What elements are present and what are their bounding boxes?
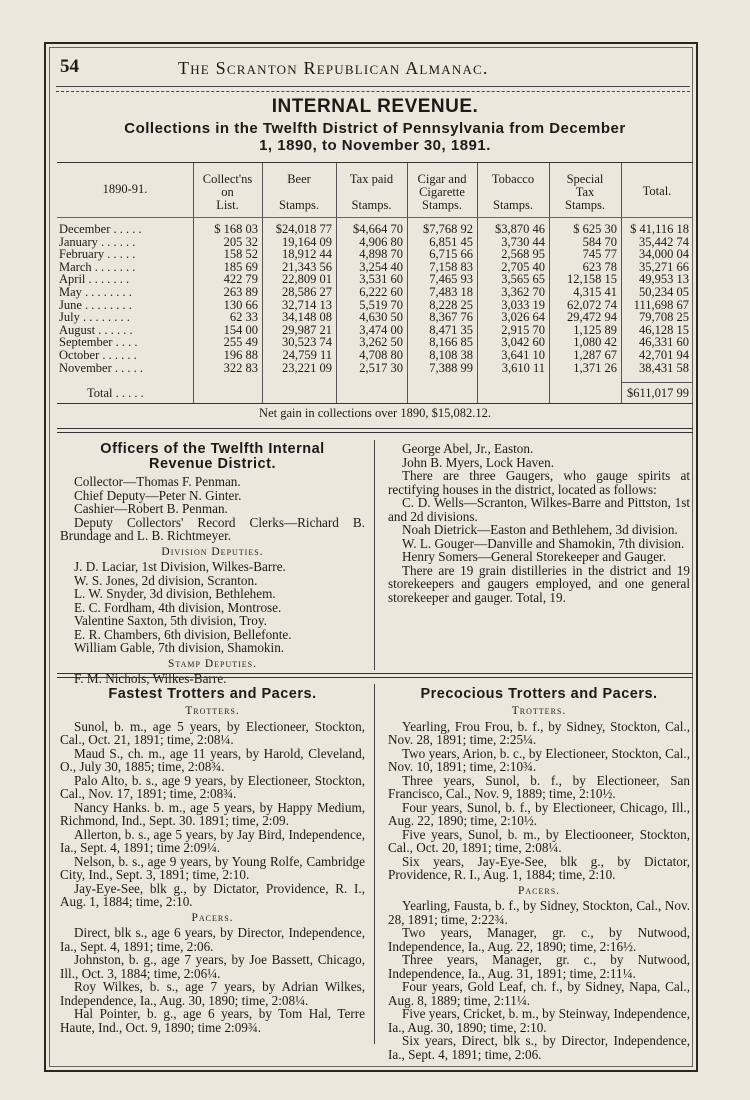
division-deputy: William Gable, 7th division, Shamokin.	[74, 640, 285, 655]
cell-tobacco-stamps: 3,641 10	[501, 348, 545, 362]
cell-month: August . . . . . .	[59, 322, 133, 337]
cell-tobacco-stamps: 3,026 64	[501, 310, 545, 325]
gauger-para: There are three Gaugers, who gauge spirits at rectifying houses in the district, located as follows:	[388, 468, 690, 497]
cell-total: 38,431 58	[639, 360, 689, 375]
cell-special-tax-stamps: 4,315 41	[573, 285, 617, 299]
fastest-column	[60, 686, 365, 1034]
officer-line: Collector—Thomas F. Penman.	[74, 474, 241, 489]
cell-collections-on-list: 322 83	[223, 360, 258, 375]
cell-total: 46,128 15	[639, 322, 689, 337]
trotter-record: Four years, Sunol, b. f., by Electioneer, Chicago, Ill., Aug. 22, 1890; time, 2:10½.	[388, 799, 690, 828]
column-rule	[477, 163, 478, 403]
cell-tax-paid-stamps: 4,906 80	[359, 234, 403, 249]
precocious-title: Precocious Trotters and Pacers.	[420, 686, 658, 702]
cell-tax-paid-stamps: 4,630 50	[359, 310, 403, 325]
cell-tobacco-stamps: 3,730 44	[501, 234, 545, 249]
cell-cigar-cigarette-stamps: 8,471 35	[429, 322, 473, 337]
cell-total: 46,331 60	[639, 335, 689, 350]
gauger-line: George Abel, Jr., Easton.	[402, 441, 534, 456]
column-divider-2	[374, 684, 375, 1044]
pacer-record: Direct, blk s., age 6 years, by Director, Independence, Ia., Sept. 4, 1891; time, 2:06.	[60, 925, 365, 954]
trotter-record: Maud S., ch. m., age 11 years, by Harold, Cleveland, O., July 30, 1885; time, 2:08¾.	[60, 745, 365, 774]
cell-total: 35,442 74	[639, 234, 689, 249]
cell-total: $ 41,116 18	[630, 222, 689, 236]
header-line: Total.	[642, 184, 672, 198]
gauger-para: There are 19 grain distilleries in the district and 19 storekeepers and gaugers employed, and one general storekeeper and gauger. Total, 19.	[388, 562, 690, 605]
cell-tax-paid-stamps: 3,262 50	[359, 335, 403, 350]
cell-cigar-cigarette-stamps: 7,465 93	[429, 272, 473, 287]
cell-month: October . . . . . .	[59, 348, 137, 362]
precocious-pacers-heading: Pacers.	[517, 884, 561, 897]
section-rule-4	[57, 677, 693, 678]
stamp-deputy: F. M. Nichols, Wilkes-Barre.	[74, 671, 227, 686]
division-deputy: W. S. Jones, 2d division, Scranton.	[74, 572, 258, 588]
cell-cigar-cigarette-stamps: 8,367 76	[429, 310, 473, 325]
cell-collections-on-list: 255 49	[223, 335, 258, 350]
cell-beer-stamps: 29,987 21	[282, 322, 332, 337]
gauger-para: C. D. Wells—Scranton, Wilkes-Barre and Pittston, 1st and 2d divisions.	[388, 495, 690, 524]
cell-cigar-cigarette-stamps: 8,228 25	[429, 297, 473, 312]
running-title: The Scranton Republican Almanac.	[178, 58, 489, 78]
trotter-record: Two years, Arion, b. c., by Electioneer, Stockton, Cal., Nov. 10, 1891; time, 2:10¾.	[388, 745, 690, 774]
header-line: on	[221, 185, 234, 199]
officers-title-1: Officers of the Twelfth Internal	[100, 441, 325, 457]
total-label: Total . . . . .	[87, 386, 144, 400]
cell-special-tax-stamps: 1,125 89	[573, 322, 617, 337]
header-total	[623, 185, 691, 198]
header-collections-on-list	[195, 173, 260, 212]
revenue-subtitle-1: Collections in the Twelfth District of Pennsylvania from December	[124, 120, 626, 137]
total-rule	[621, 382, 693, 383]
cell-cigar-cigarette-stamps: 8,108 38	[429, 348, 473, 362]
fastest-title: Fastest Trotters and Pacers.	[108, 686, 317, 702]
trotter-record: Five years, Sunol, b. m., by Electiooneer, Stockton, Cal., Oct. 20, 1891; time, 2:08¼.	[388, 826, 690, 855]
pacer-record: Hal Pointer, b. g., age 6 years, by Tom Hal, Terre Haute, Ind., Oct. 9, 1890; time 2:09¾.	[60, 1006, 365, 1035]
header-tax-paid-stamps	[338, 173, 405, 212]
total-value: $611,017 99	[626, 386, 689, 400]
cell-tax-paid-stamps: 5,519 70	[359, 297, 403, 312]
cell-month: December . . . . .	[59, 222, 142, 236]
cell-collections-on-list: 185 69	[223, 259, 258, 274]
section-rule	[57, 428, 693, 429]
cell-tobacco-stamps: 2,568 95	[501, 247, 545, 262]
cell-collections-on-list: 158 52	[223, 247, 258, 262]
cell-collections-on-list: 422 79	[223, 272, 258, 287]
cell-special-tax-stamps: $ 625 30	[573, 222, 617, 236]
cell-special-tax-stamps: 12,158 15	[567, 272, 617, 287]
header-line: Stamps.	[422, 198, 462, 212]
cell-total: 79,708 25	[639, 310, 689, 325]
pacer-record: Johnston, b. g., age 7 years, by Joe Bassett, Chicago, Ill., Oct. 3, 1884; time, 2:06¼.	[60, 952, 365, 981]
cell-beer-stamps: 23,221 09	[282, 360, 332, 375]
header-line: Tax paid	[349, 172, 394, 186]
division-deputy: Valentine Saxton, 5th division, Troy.	[74, 613, 267, 628]
cell-tobacco-stamps: $3,870 46	[495, 222, 545, 236]
cell-total: 49,953 13	[639, 272, 689, 287]
precocious-trotters-heading: Trotters.	[511, 705, 567, 717]
cell-tax-paid-stamps: 6,222 60	[359, 285, 403, 299]
cell-tax-paid-stamps: 2,517 30	[359, 360, 403, 375]
cell-cigar-cigarette-stamps: 6,715 66	[429, 247, 473, 262]
cell-beer-stamps: 34,148 08	[282, 310, 332, 325]
officers-title-2: Revenue District.	[149, 456, 276, 472]
header-beer-stamps	[264, 173, 334, 212]
cell-cigar-cigarette-stamps: 8,166 85	[429, 335, 473, 350]
running-header	[60, 56, 690, 80]
header-line: Stamps.	[351, 198, 392, 212]
cell-collections-on-list: 205 32	[223, 234, 258, 249]
pacer-record: Five years, Cricket, b. m., by Steinway, Independence, Ia., Aug. 30, 1890; time, 2:10.	[388, 1006, 690, 1035]
cell-tax-paid-stamps: 3,474 00	[359, 322, 403, 337]
header-line: Special	[566, 172, 604, 186]
cell-tax-paid-stamps: $4,664 70	[353, 222, 403, 236]
division-deputy: E. R. Chambers, 6th division, Bellefonte.	[74, 626, 292, 642]
cell-special-tax-stamps: 29,472 94	[567, 310, 617, 325]
gauger-para: Henry Somers—General Storekeeper and Gauger.	[402, 549, 667, 564]
division-deputy: E. C. Fordham, 4th division, Montrose.	[74, 599, 282, 615]
cell-total: 34,000 04	[639, 247, 689, 262]
header-line: Cigar and	[417, 172, 467, 186]
pacer-record: Two years, Manager, gr. c., by Nutwood, Independence, Ia., Aug. 22, 1890; time, 2:16½.	[388, 925, 690, 954]
column-rule	[549, 163, 550, 403]
header-line: Stamps.	[565, 198, 605, 212]
header-tobacco-stamps	[479, 173, 547, 212]
cell-beer-stamps: 24,759 11	[282, 348, 332, 362]
officers-column	[60, 442, 365, 686]
cell-collections-on-list: 130 66	[223, 297, 258, 312]
header-line: List.	[216, 198, 239, 212]
cell-collections-on-list: $ 168 03	[214, 222, 258, 236]
cell-beer-stamps: $24,018 77	[275, 222, 332, 236]
cell-special-tax-stamps: 745 77	[582, 247, 617, 262]
officer-line: Chief Deputy—Peter N. Ginter.	[74, 487, 242, 503]
header-line: 1890-91.	[102, 182, 148, 196]
cell-beer-stamps: 28,586 27	[282, 285, 332, 299]
column-rule	[193, 163, 194, 403]
cell-total: 50,234 05	[639, 285, 689, 299]
header-special-tax-stamps	[551, 173, 619, 212]
trotter-record: Nancy Hanks. b. m., age 5 years, by Happy Medium, Richmond, Ind., Sept. 30. 1891; time, 2:09.	[60, 799, 365, 828]
header-line: Tax	[575, 185, 595, 199]
cell-beer-stamps: 19,164 09	[282, 234, 332, 249]
cell-special-tax-stamps: 62,072 74	[567, 297, 617, 312]
revenue-table	[57, 162, 693, 404]
cell-beer-stamps: 30,523 74	[282, 335, 332, 350]
trotter-record: Three years, Sunol, b. f., by Electioneer, San Francisco, Cal., Nov. 9, 1889; time, 2:10½.	[388, 772, 690, 801]
header-rule	[57, 217, 693, 218]
division-deputy: L. W. Snyder, 3d division, Bethlehem.	[74, 586, 276, 601]
cell-month: September . . . .	[59, 335, 138, 350]
cell-cigar-cigarette-stamps: 7,388 99	[429, 360, 473, 375]
cell-special-tax-stamps: 1,080 42	[573, 335, 617, 350]
section-rule-3	[57, 673, 693, 674]
gauger-line: John B. Myers, Lock Haven.	[402, 454, 554, 470]
header-cigar-cigarette-stamps	[409, 173, 475, 212]
header-line: Cigarette	[419, 185, 465, 199]
cell-beer-stamps: 22,809 01	[282, 272, 332, 287]
cell-month: April . . . . . . .	[59, 272, 130, 287]
gauger-para: W. L. Gouger—Danville and Shamokin, 7th division.	[402, 535, 685, 551]
section-rule-2	[57, 432, 693, 433]
cell-cigar-cigarette-stamps: 6,851 45	[429, 234, 473, 249]
column-rule	[262, 163, 263, 403]
record-clerks: Deputy Collectors' Record Clerks—Richard B. Brundage and L. B. Richtmeyer.	[60, 514, 365, 543]
header-line: Stamps.	[279, 198, 319, 212]
cell-collections-on-list: 62 33	[229, 310, 258, 325]
pacer-record: Three years, Manager, gr. c., by Nutwood, Independence, Ia., Aug. 31, 1891; time, 2:11¼.	[388, 952, 690, 981]
cell-cigar-cigarette-stamps: 7,483 18	[429, 285, 473, 299]
page-number: 54	[60, 56, 79, 77]
cell-tobacco-stamps: 3,033 19	[501, 297, 545, 312]
cell-beer-stamps: 32,714 13	[282, 297, 332, 312]
officer-line: Cashier—Robert B. Penman.	[74, 501, 228, 516]
cell-total: 111,698 67	[633, 297, 689, 312]
trotter-record: Sunol, b. m., age 5 years, by Electioneer, Stockton, Cal., Oct. 21, 1891; time, 2:08¼.	[60, 718, 365, 747]
cell-tobacco-stamps: 2,915 70	[501, 322, 545, 337]
pacer-record: Six years, Direct, blk s., by Director, Independence, Ia., Sept. 4, 1891; time, 2:06.	[388, 1033, 690, 1062]
cell-tax-paid-stamps: 4,708 80	[359, 348, 403, 362]
pacer-record: Roy Wilkes, b. s., age 7 years, by Adrian Wilkes, Independence, Ia., Aug. 30, 1890; time, 2:08¼.	[60, 979, 365, 1008]
cell-tax-paid-stamps: 3,254 40	[359, 259, 403, 274]
trotter-record: Allerton, b. s., age 5 years, by Jay Bird, Independence, Ia., Sept. 4, 1891; time 2:09¼.	[60, 826, 365, 855]
cell-special-tax-stamps: 584 70	[582, 234, 617, 249]
fastest-trotters-heading: Trotters.	[185, 705, 240, 717]
cell-tobacco-stamps: 3,610 11	[501, 360, 545, 375]
cell-tobacco-stamps: 3,362 70	[501, 285, 545, 299]
cell-month: March . . . . . . .	[59, 259, 136, 274]
cell-special-tax-stamps: 623 78	[582, 259, 617, 274]
header-line: Beer	[287, 172, 311, 186]
cell-cigar-cigarette-stamps: $7,768 92	[423, 222, 473, 236]
gauger-para: Noah Dietrick—Easton and Bethlehem, 3d division.	[402, 522, 678, 537]
cell-tobacco-stamps: 2,705 40	[501, 259, 545, 274]
header-line: Collect'ns	[202, 172, 253, 186]
cell-month: June . . . . . . . .	[59, 297, 132, 312]
column-rule	[407, 163, 408, 403]
cell-month: May . . . . . . . .	[59, 285, 132, 299]
cell-total: 35,271 66	[639, 259, 689, 274]
division-deputies-heading: Division Deputies.	[161, 545, 264, 558]
cell-tobacco-stamps: 3,565 65	[501, 272, 545, 287]
fastest-pacers-heading: Pacers.	[191, 911, 234, 924]
cell-month: July . . . . . . . .	[59, 310, 130, 325]
header-line: Tobacco	[491, 172, 535, 186]
cell-collections-on-list: 154 00	[223, 322, 258, 337]
cell-month: February . . . . .	[59, 247, 136, 262]
column-rule	[336, 163, 337, 403]
cell-collections-on-list: 263 89	[223, 285, 258, 299]
gaugers-column	[388, 442, 690, 604]
header-month	[59, 183, 191, 196]
division-deputy: J. D. Laciar, 1st Division, Wilkes-Barre.	[74, 559, 286, 574]
trotter-record: Yearling, Frou Frou, b. f., by Sidney, Stockton, Cal., Nov. 28, 1891; time, 2:25¼.	[388, 718, 690, 747]
cell-beer-stamps: 21,343 56	[282, 259, 332, 274]
cell-cigar-cigarette-stamps: 7,158 83	[429, 259, 473, 274]
cell-special-tax-stamps: 1,287 67	[573, 348, 617, 362]
cell-tax-paid-stamps: 4,898 70	[359, 247, 403, 262]
cell-collections-on-list: 196 88	[223, 348, 258, 362]
header-line: Stamps.	[493, 198, 533, 212]
cell-special-tax-stamps: 1,371 26	[573, 360, 617, 375]
trotter-record: Jay-Eye-See, blk g., by Dictator, Providence, R. I., Aug. 1, 1884; time, 2:10.	[60, 880, 365, 909]
header-rule	[56, 86, 690, 92]
stamp-deputies-heading: Stamp Deputies.	[167, 657, 258, 670]
revenue-title: INTERNAL REVENUE.	[271, 96, 479, 117]
cell-beer-stamps: 18,912 44	[282, 247, 332, 262]
cell-month: January . . . . . .	[59, 234, 136, 249]
precocious-column	[388, 686, 690, 1061]
cell-total: 42,701 94	[639, 348, 689, 362]
net-gain: Net gain in collections over 1890, $15,082.12.	[259, 406, 491, 420]
cell-tobacco-stamps: 3,042 60	[501, 335, 545, 350]
cell-month: November . . . . .	[59, 360, 144, 375]
pacer-record: Four years, Gold Leaf, ch. f., by Sidney, Napa, Cal., Aug. 8, 1889; time, 2:11¼.	[388, 979, 690, 1008]
trotter-record: Palo Alto, b. s., age 9 years, by Electioneer, Stockton, Cal., Nov. 17, 1891; time, 2:08¾.	[60, 772, 365, 801]
trotter-record: Nelson, b. s., age 9 years, by Young Rolfe, Cambridge City, Ind., Sept. 3, 1891; time, 2:10.	[60, 853, 365, 882]
revenue-subtitle-2: 1, 1890, to November 30, 1891.	[259, 137, 491, 154]
column-divider	[374, 440, 375, 670]
pacer-record: Yearling, Fausta, b. f., by Sidney, Stockton, Cal., Nov. 28, 1891; time, 2:22¾.	[388, 898, 690, 927]
column-rule	[621, 163, 622, 403]
trotter-record: Six years, Jay-Eye-See, blk g., by Dictator, Providence, R. I., Aug. 1, 1884; time, 2:10.	[388, 853, 690, 882]
cell-tax-paid-stamps: 3,531 60	[359, 272, 403, 287]
